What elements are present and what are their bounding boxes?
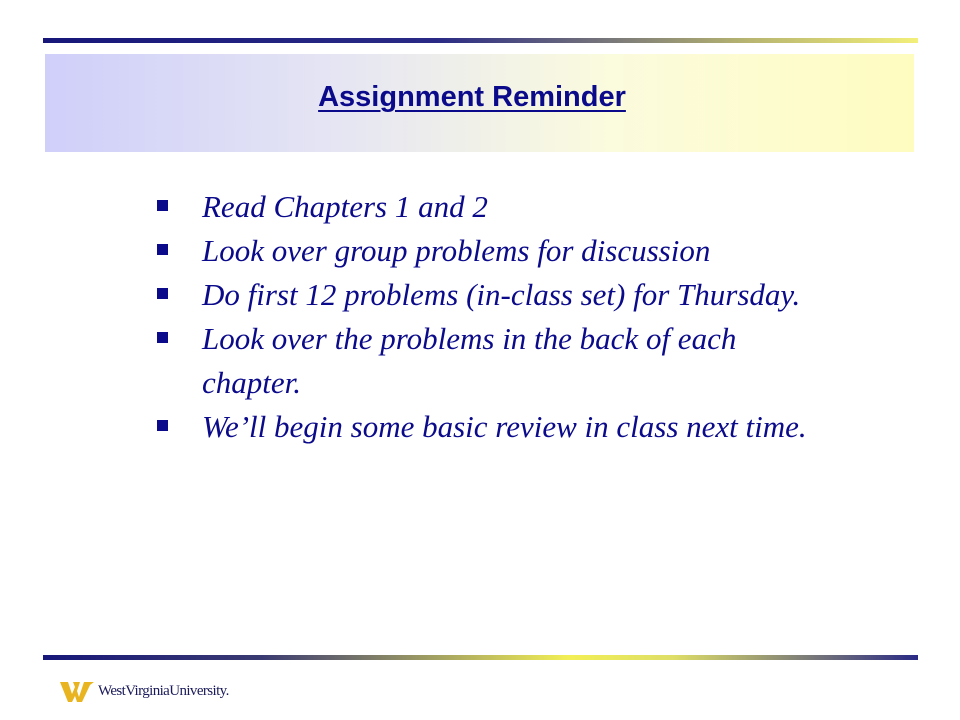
square-bullet-icon — [157, 420, 168, 431]
bullet-item — [155, 405, 835, 449]
logo-wordmark: WestVirginiaUniversity. — [98, 682, 229, 699]
bullet-item — [155, 229, 835, 273]
bullet-text: Look over the problems in the back of each chapter. — [202, 321, 737, 400]
square-bullet-icon — [157, 288, 168, 299]
bullet-text: Look over group problems for discussion — [202, 233, 711, 268]
bottom-divider — [43, 655, 918, 660]
bullet-text: Do first 12 problems (in-class set) for Thursday. — [202, 277, 801, 312]
square-bullet-icon — [157, 244, 168, 255]
wv-flying-wv-icon — [60, 679, 94, 703]
square-bullet-icon — [157, 332, 168, 343]
bullet-item — [155, 273, 835, 317]
bullet-list — [155, 185, 835, 449]
slide-title: Assignment Reminder — [318, 81, 626, 113]
bullet-text: We’ll begin some basic review in class next time. — [202, 409, 807, 444]
top-divider — [43, 38, 918, 43]
bullet-item — [155, 317, 835, 405]
university-logo — [60, 676, 229, 706]
bullet-item — [155, 185, 835, 229]
bullet-text: Read Chapters 1 and 2 — [202, 189, 488, 224]
square-bullet-icon — [157, 200, 168, 211]
